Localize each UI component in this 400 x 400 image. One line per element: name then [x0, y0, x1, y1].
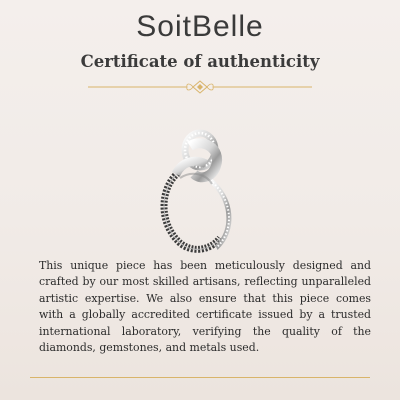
brand-logo: SoitBelle — [136, 10, 264, 43]
certificate-body-text: This unique piece has been meticulously designed and crafted by our most skilled artisans, reflecting unparalleled artistic expertise. We also ensure that this piece comes with a globally accredited certificate issued by a trusted international laboratory, verifying the quality of the diamonds, gemstones, and metals used. — [39, 259, 371, 355]
certificate-title: Certificate of authenticity — [80, 52, 320, 71]
ring-image — [140, 118, 260, 258]
bottom-divider — [30, 377, 370, 378]
ornament-divider-icon — [0, 76, 400, 98]
